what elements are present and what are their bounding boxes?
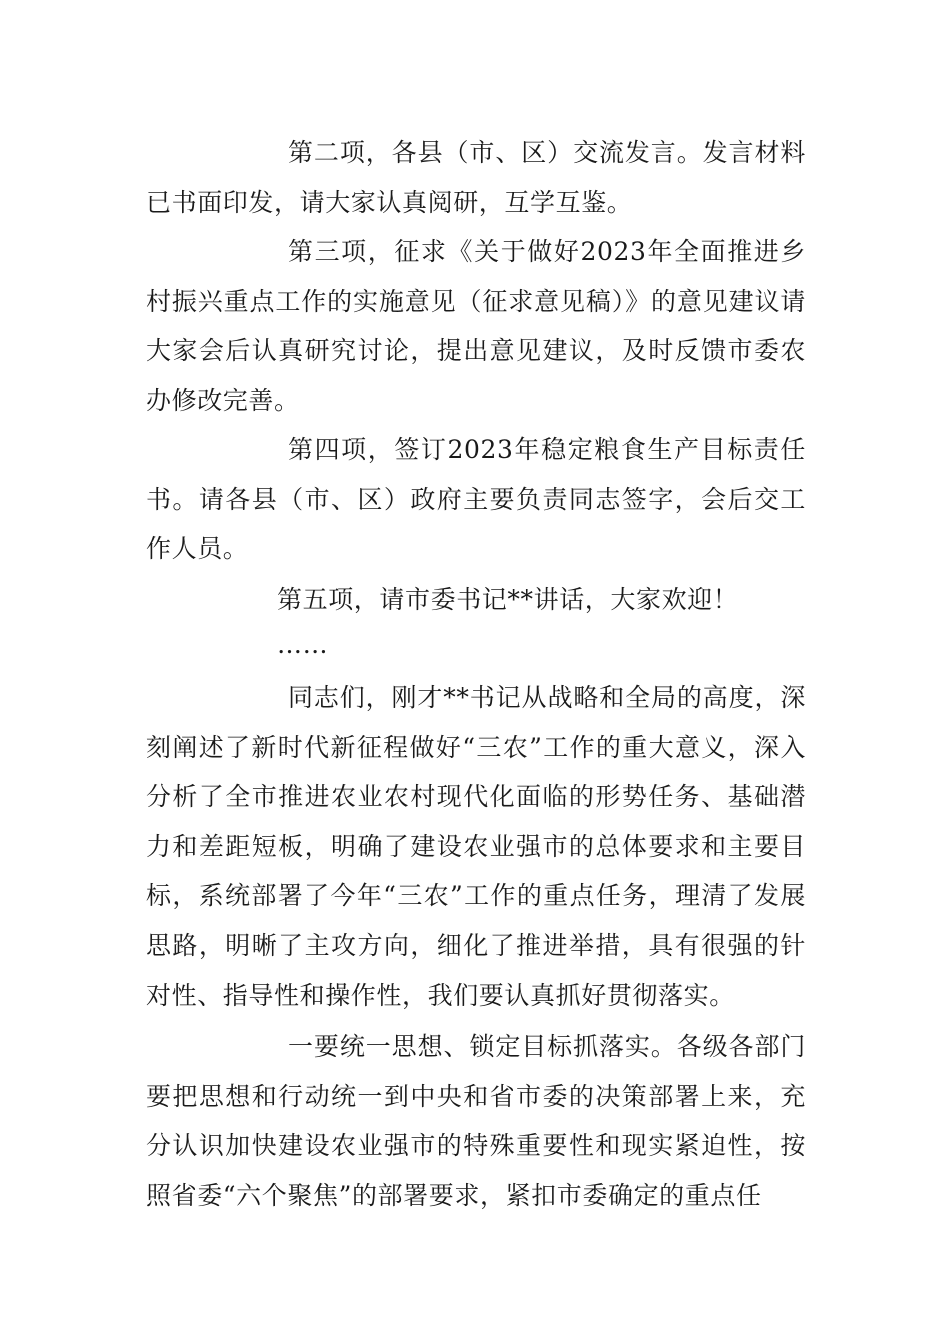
paragraph-closing: 同志们，刚才**书记从战略和全局的高度，深刻阐述了新时代新征程做好“三农”工作的重大意义，深入分析了全市推进农业农村现代化面临的形势任务、基础潜力和差距短板，明确了建设农业强市的总体要求和主要目标，系统部署了今年“三农”工作的重点任务，理清了发展思路，明晰了主攻方向，细化了推进举措，具有很强的针对性、指导性和操作性，我们要认真抓好贯彻落实。 [146, 683, 806, 1010]
paragraph-item-2: 第二项，各县（市、区）交流发言。发言材料已书面印发，请大家认真阅研，互学互鉴。 [146, 138, 806, 217]
paragraph-point-1: 一要统一思想、锁定目标抓落实。各级各部门要把思想和行动统一到中央和省市委的决策部署上来，充分认识加快建设农业强市的特殊重要性和现实紧迫性，按照省委“六个聚焦”的部署要求，紧扣市委确定的重点任 [146, 1032, 806, 1210]
paragraph-item-4: 第四项，签订2023年稳定粮食生产目标责任书。请各县（市、区）政府主要负责同志签字，会后交工作人员。 [146, 435, 806, 564]
paragraph-item-5: 第五项，请市委书记**讲话，大家欢迎！ [277, 585, 739, 614]
paragraph-item-3: 第三项，征求《关于做好2023年全面推进乡村振兴重点工作的实施意见（征求意见稿）》的意见建议请大家会后认真研究讨论，提出意见建议，及时反馈市委农办修改完善。 [146, 237, 806, 415]
ellipsis-line: …… [277, 630, 329, 659]
